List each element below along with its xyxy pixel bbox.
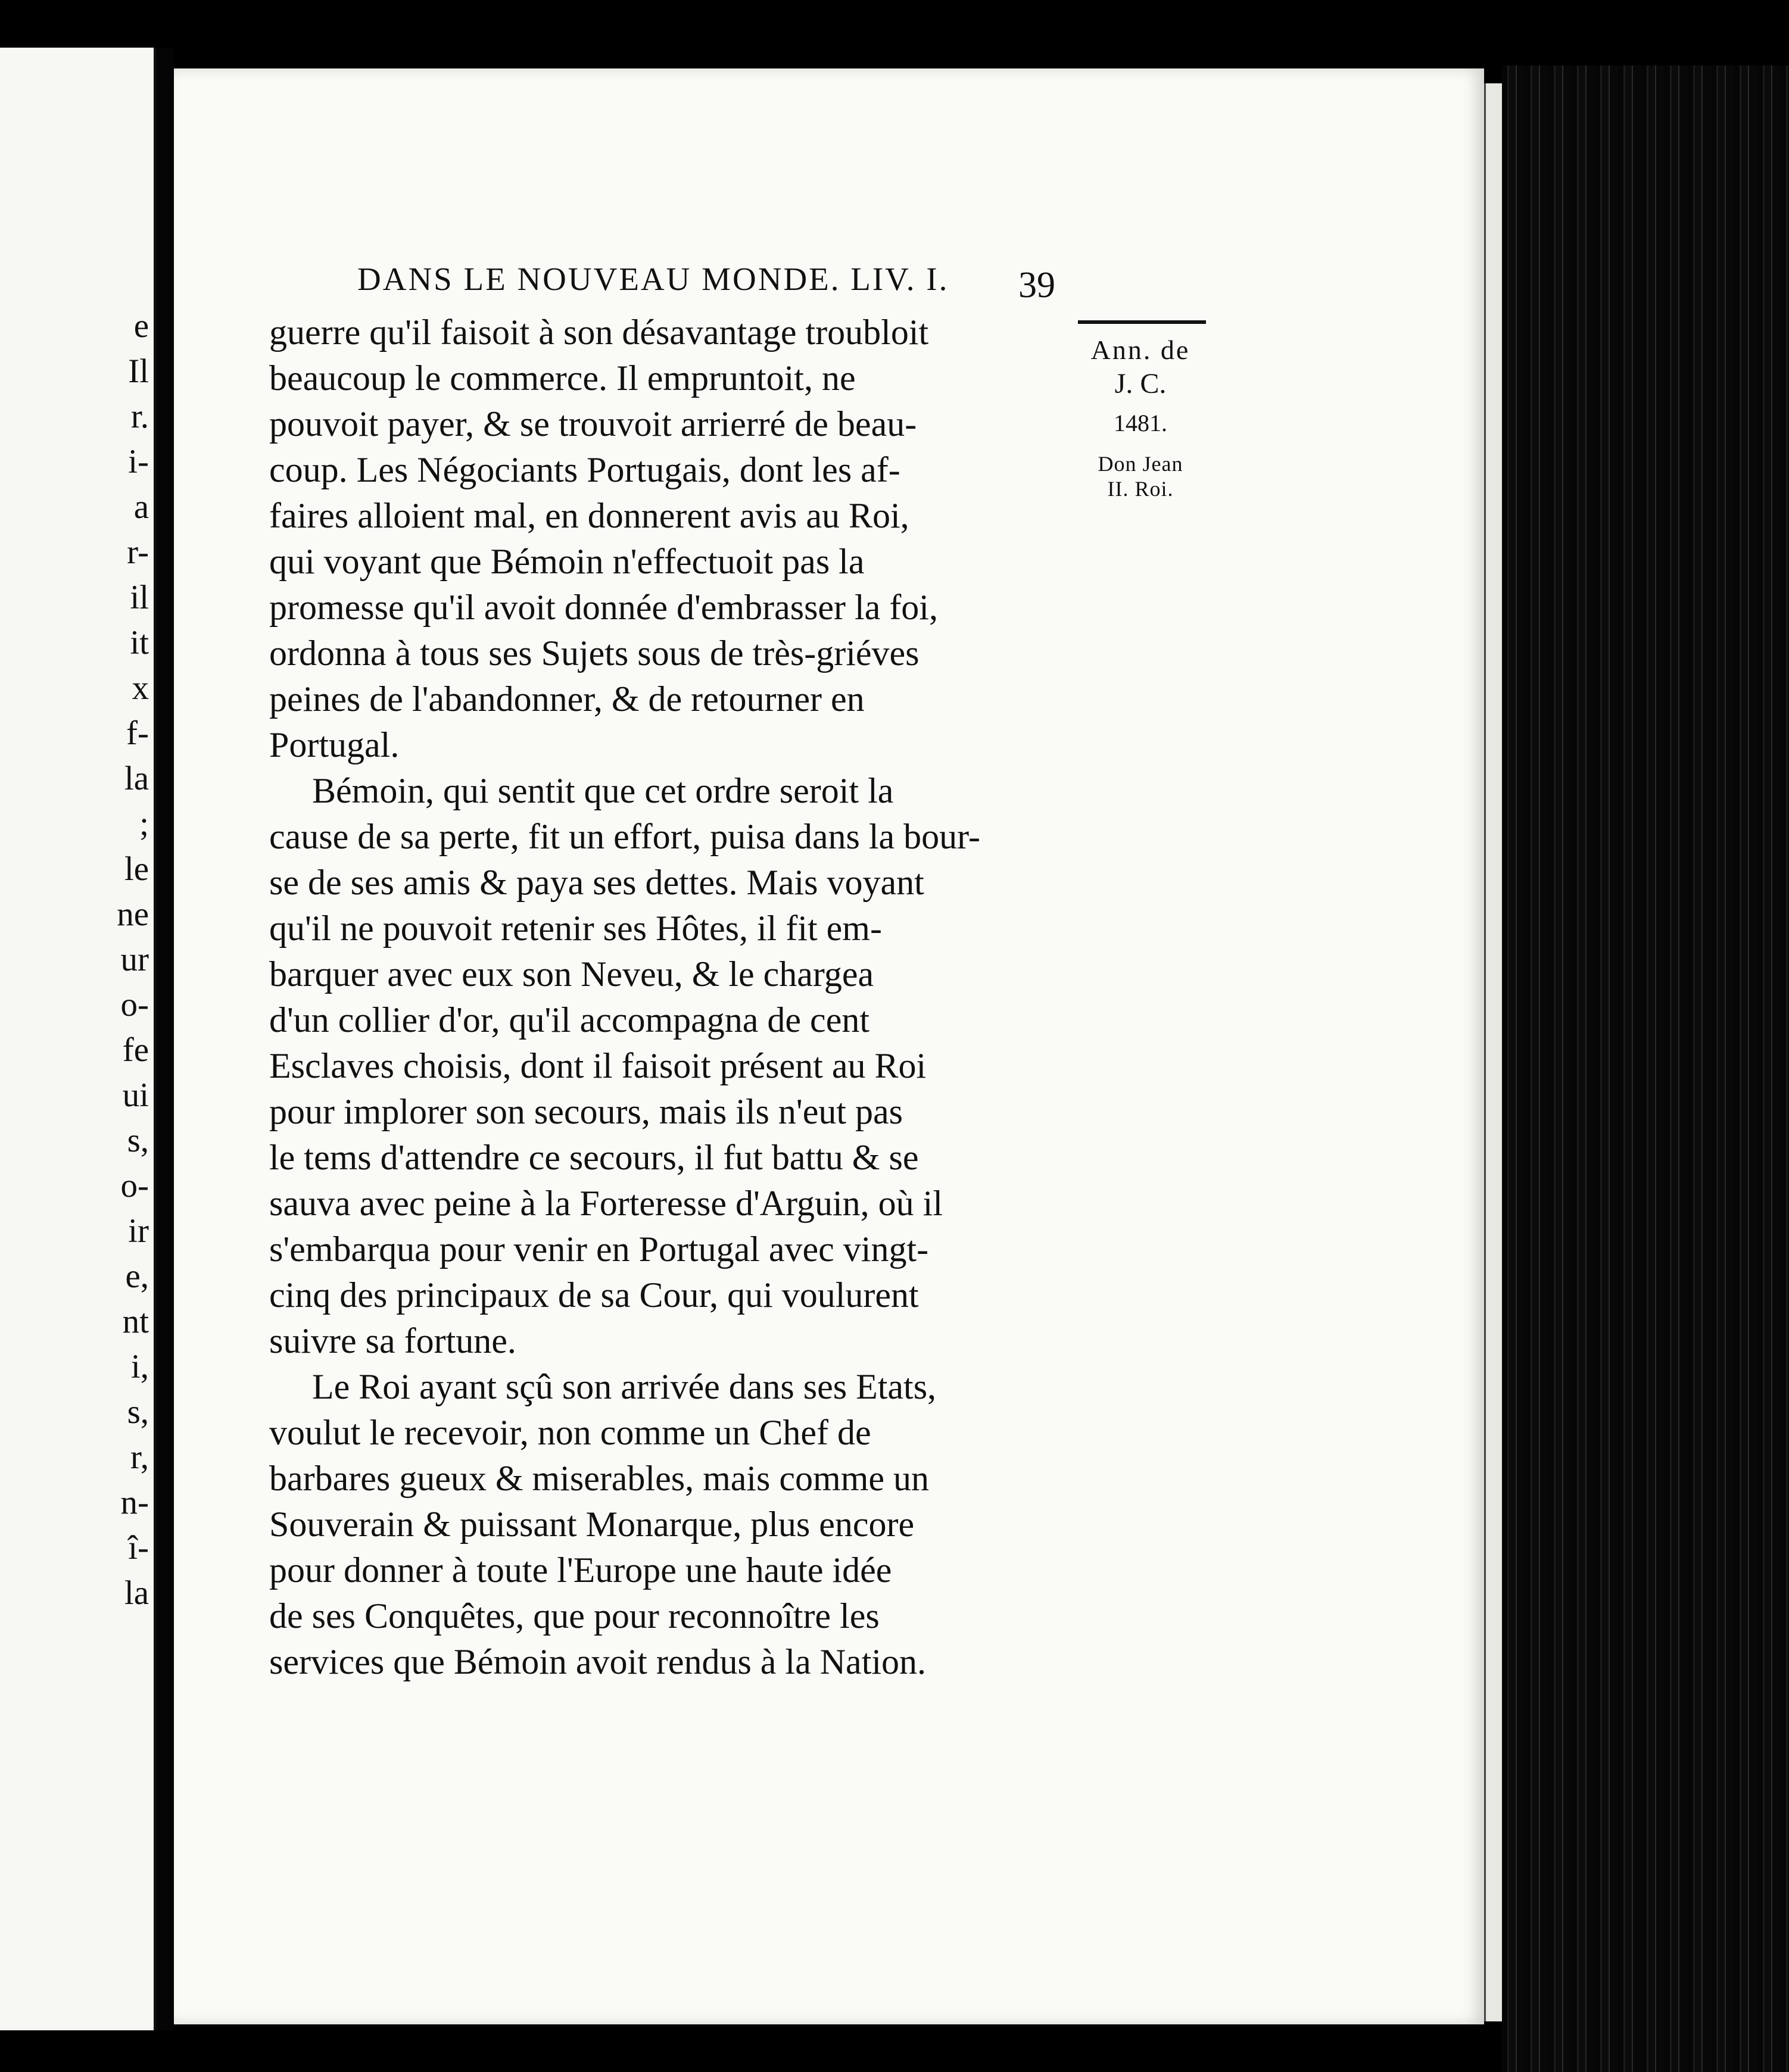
margin-note-era: J. C. (1114, 368, 1167, 400)
text-line: pour donner à toute l'Europe une haute idée (269, 1550, 892, 1590)
text-line: Portugal. (269, 725, 400, 764)
left-fragment: fe (122, 1031, 149, 1069)
text-line: s'embarqua pour venir en Portugal avec vingt- (269, 1230, 929, 1269)
left-fragment: la (124, 1574, 149, 1612)
left-fragment: Il (128, 352, 149, 390)
text-line: barbares gueux & miserables, mais comme un (269, 1459, 930, 1498)
body-text (269, 310, 1058, 1685)
text-line: faires alloient mal, en donnerent avis au Roi, (269, 496, 909, 535)
left-fragment: ir (128, 1212, 149, 1250)
page-number: 39 (1018, 265, 1055, 305)
text-line: pour implorer son secours, mais ils n'eut pas (269, 1092, 903, 1131)
left-fragment: s, (127, 1122, 149, 1159)
left-fragment: n- (120, 1484, 149, 1521)
left-fragment: la (124, 760, 149, 797)
text-line: d'un collier d'or, qu'il accompagna de cent (269, 1000, 869, 1040)
left-fragment: o- (120, 1167, 149, 1204)
left-fragment: r- (127, 533, 149, 571)
text-line: cinq des principaux de sa Cour, qui voulurent (269, 1275, 919, 1315)
text-line: sauva avec peine à la Forteresse d'Arguin, où il (269, 1184, 943, 1223)
text-line: pouvoit payer, & se trouvoit arrierré de beau- (269, 404, 917, 444)
text-line: qui voyant que Bémoin n'effectuoit pas la (269, 542, 865, 581)
text-line: coup. Les Négociants Portugais, dont les af- (269, 450, 900, 489)
left-fragment: x (132, 669, 149, 707)
text-line: suivre sa fortune. (269, 1321, 516, 1360)
text-line: guerre qu'il faisoit à son désavantage troubloit (269, 313, 929, 352)
left-fragment: le (124, 850, 149, 888)
left-fragment: r, (130, 1438, 149, 1476)
left-page (0, 48, 156, 2030)
left-fragment: i- (128, 443, 149, 480)
left-fragment: ; (139, 805, 149, 842)
left-fragment: ne (117, 895, 149, 933)
margin-note-king-title: II. Roi. (1107, 477, 1174, 501)
left-fragment: f- (126, 714, 149, 752)
left-fragment: e, (125, 1257, 149, 1295)
left-fragment: i, (130, 1348, 149, 1386)
margin-note-king-name: Don Jean (1098, 452, 1183, 476)
margin-rule (1078, 320, 1206, 324)
text-line: Esclaves choisis, dont il faisoit présent au Roi (269, 1046, 927, 1085)
left-fragment: e (133, 307, 149, 345)
page-edge (1484, 83, 1504, 2021)
text-line: barquer avec eux son Neveu, & le chargea (269, 954, 874, 994)
book-gutter (156, 48, 174, 2030)
text-line: qu'il ne pouvoit retenir ses Hôtes, il fit em- (269, 909, 882, 948)
margin-notes (1072, 333, 1209, 501)
left-fragment: il (130, 579, 149, 616)
margin-note-year-label: Ann. de (1090, 335, 1190, 365)
running-header: DANS LE NOUVEAU MONDE. LIV. I. (357, 261, 949, 297)
margin-note-king (1072, 451, 1209, 501)
text-line: cause de sa perte, fit un effort, puisa dans la bour- (269, 817, 980, 856)
left-fragment: a (133, 488, 149, 526)
text-line: Bémoin, qui sentit que cet ordre seroit la (312, 771, 894, 810)
text-line: beaucoup le commerce. Il empruntoit, ne (269, 358, 856, 398)
text-line: le tems d'attendre ce secours, il fut battu & se (269, 1138, 919, 1177)
left-fragment: ui (122, 1076, 149, 1114)
left-fragment: o- (120, 986, 149, 1023)
text-line: ordonna à tous ses Sujets sous de très-griéves (269, 634, 920, 673)
left-fragment: r. (130, 398, 149, 435)
left-fragment: ur (120, 941, 149, 978)
left-fragment: nt (122, 1303, 149, 1340)
left-fragment: s, (127, 1393, 149, 1431)
text-line: de ses Conquêtes, que pour reconnoître les (269, 1596, 880, 1636)
text-line: Souverain & puissant Monarque, plus encore (269, 1505, 915, 1544)
left-page-text-fragments (0, 304, 149, 1616)
text-line: Le Roi ayant sçû son arrivée dans ses Etats, (312, 1367, 937, 1406)
text-line: peines de l'abandonner, & de retourner en (269, 679, 865, 719)
margin-note-year: 1481. (1114, 410, 1167, 436)
text-line: voulut le recevoir, non comme un Chef de (269, 1413, 871, 1452)
left-fragment: î- (128, 1529, 149, 1567)
page-stack-edge (1502, 65, 1789, 2072)
left-fragment: it (130, 624, 149, 661)
text-line: services que Bémoin avoit rendus à la Nation. (269, 1642, 927, 1681)
text-line: se de ses amis & paya ses dettes. Mais voyant (269, 863, 924, 902)
text-line: promesse qu'il avoit donnée d'embrasser la foi, (269, 588, 938, 627)
